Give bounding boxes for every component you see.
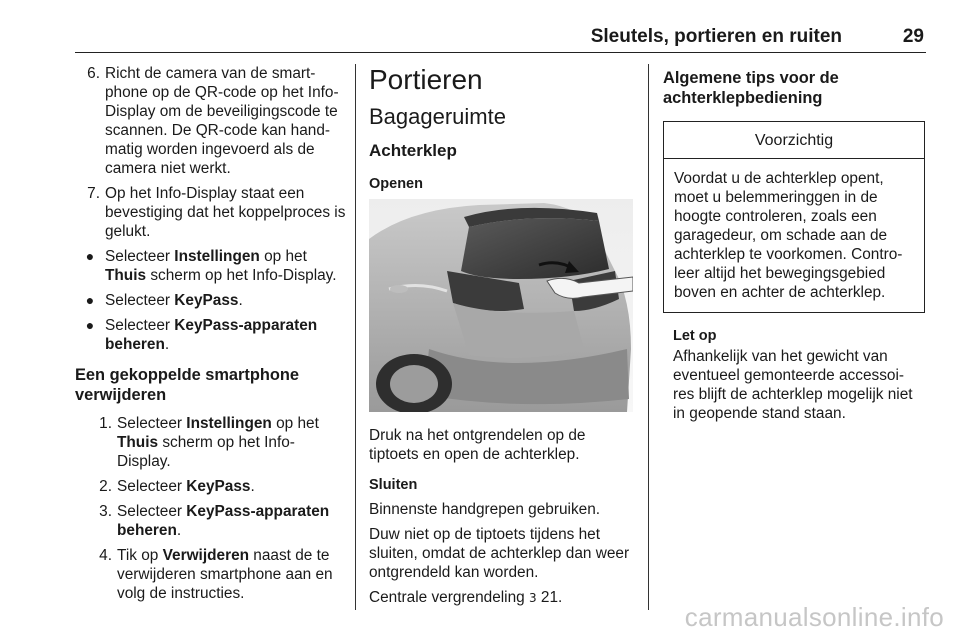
step-text: Selecteer Instellingen op het Thuis scherm op het Info-Display. — [117, 415, 319, 470]
list-item — [75, 184, 347, 241]
column-divider-left — [355, 64, 356, 610]
column-divider-right — [648, 64, 649, 610]
step-text: Selecteer KeyPass. — [117, 478, 255, 495]
caution-box — [663, 121, 925, 313]
step-number: 2. — [99, 478, 112, 495]
menu-term: Instellingen — [186, 415, 272, 432]
menu-term: Thuis — [105, 267, 147, 284]
bullet-icon: ● — [85, 317, 95, 333]
list-item — [75, 502, 347, 540]
tailgate-illustration — [369, 199, 633, 412]
cross-reference-label: Centrale vergrendeling — [369, 589, 525, 606]
menu-term: Instellingen — [174, 248, 260, 265]
header-rule — [75, 52, 926, 53]
bullet-icon: ● — [85, 292, 95, 308]
bullet-text: Selecteer KeyPass. — [105, 292, 243, 309]
list-item — [75, 291, 347, 310]
steps-list-remove — [75, 414, 347, 603]
list-item — [75, 247, 347, 285]
list-item — [75, 414, 347, 471]
step-number: 6. — [87, 65, 100, 82]
note-label: Let op — [673, 328, 717, 344]
watermark: carmanualsonline.info — [684, 602, 944, 632]
bullet-list — [75, 247, 347, 354]
step-number: 1. — [99, 415, 112, 432]
column-right — [663, 64, 925, 423]
menu-term: KeyPass — [186, 478, 251, 495]
list-item — [75, 477, 347, 496]
step-text: Op het Info-Display staat een bevestiging dat het koppelproces is gelukt. — [105, 185, 346, 240]
list-item — [75, 546, 347, 603]
page-number: 29 — [902, 26, 924, 47]
menu-term: KeyPass-apparaten beheren — [117, 503, 330, 539]
step-number: 4. — [99, 547, 112, 564]
list-item — [75, 64, 347, 178]
list-item — [75, 316, 347, 354]
note-text: Afhankelijk van het gewicht van eventueel gemonteerde accessoi-res blijft de achterklep mogelijk niet in geopende stand staan. — [673, 348, 913, 422]
cross-reference — [369, 588, 633, 608]
close-heading: Sluiten — [369, 477, 418, 493]
caution-title: Voorzichtig — [664, 122, 924, 159]
open-heading: Openen — [369, 176, 423, 192]
subsection-title: Bagageruimte — [369, 104, 506, 129]
section-title: Portieren — [369, 64, 483, 95]
step-text: Richt de camera van de smart-phone op de QR-code op het Info-Display om de beveiligingscode te scannen. De QR-code kan hand-matig worden ingevoerd als de camera niet werkt. — [105, 65, 339, 177]
topic-title: Achterklep — [369, 141, 457, 160]
header-title: Sleutels, portieren en ruiten — [590, 26, 842, 47]
bullet-text: Selecteer Instellingen op het Thuis scherm op het Info-Display. — [105, 248, 337, 284]
tips-heading: Algemene tips voor de achterklepbediening — [663, 69, 839, 107]
open-instruction: Druk na het ontgrendelen op de tiptoets en open de achterklep. — [369, 427, 586, 463]
close-instruction-1: Binnenste handgrepen gebruiken. — [369, 501, 601, 518]
close-instruction-2: Duw niet op de tiptoets tijdens het sluiten, omdat de achterklep dan weer ontgrendeld kan worden. — [369, 526, 630, 581]
cross-reference-page: 21. — [540, 589, 563, 606]
caution-text: Voordat u de achterklep opent, moet u belemmeringgen in de hoogte controleren, zoals een garagedeur, om schade aan de achterklep te voorkomen. Contro-leer altijd het bewegingsgebied boven en achter de achterklep. — [674, 170, 903, 301]
step-number: 7. — [87, 185, 100, 202]
subheading-remove-phone: Een gekoppelde smartphone verwijderen — [75, 366, 300, 404]
menu-term: Thuis — [117, 434, 159, 451]
step-number: 3. — [99, 503, 112, 520]
car-rear-image — [369, 199, 633, 412]
step-text: Tik op Verwijderen naast de te verwijderen smartphone aan en volg de instructies. — [117, 547, 333, 602]
menu-term: KeyPass — [174, 292, 239, 309]
menu-term: KeyPass-apparaten beheren — [105, 317, 318, 353]
column-left — [75, 64, 347, 609]
bullet-icon: ● — [85, 248, 95, 264]
step-text: Selecteer KeyPass-apparaten beheren. — [117, 503, 330, 539]
menu-term: Verwijderen — [162, 547, 250, 564]
steps-list-continued — [75, 64, 347, 241]
arrow-ref-icon: 3 — [529, 591, 537, 605]
column-middle — [369, 64, 633, 614]
bullet-text: Selecteer KeyPass-apparaten beheren. — [105, 317, 318, 353]
